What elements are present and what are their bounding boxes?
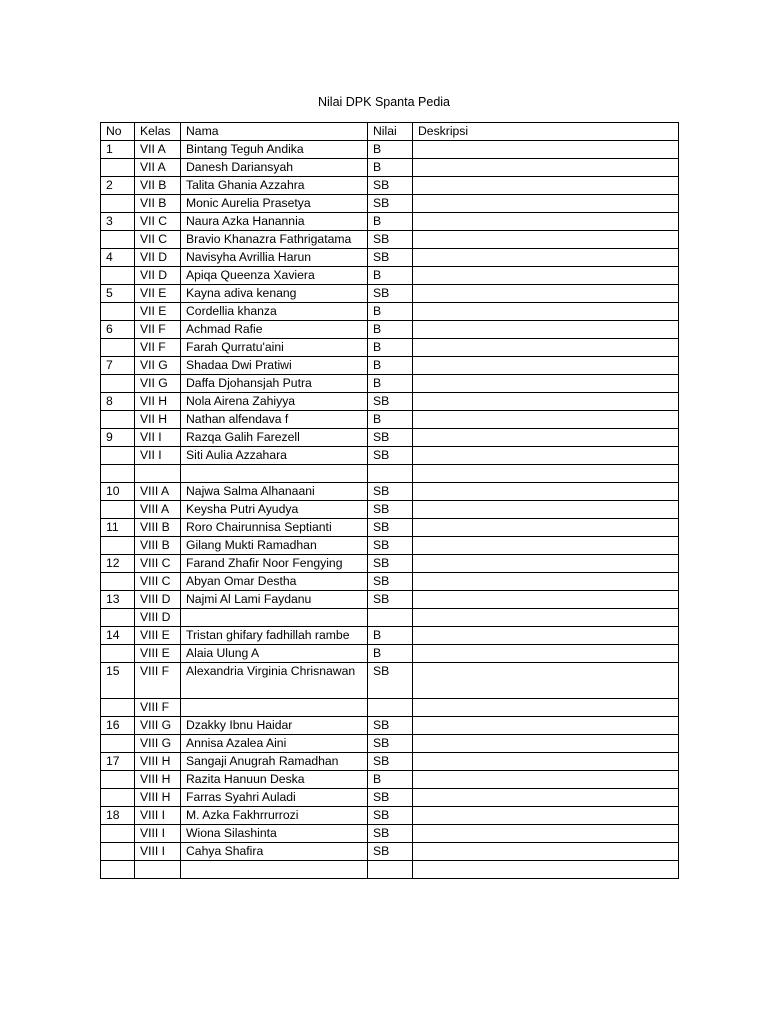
cell-nama: Annisa Azalea Aini [181,735,368,753]
table-row [101,249,679,267]
cell-nama: Cahya Shafira [181,843,368,861]
cell-no [101,267,135,285]
cell-nama: Roro Chairunnisa Septianti [181,519,368,537]
cell-deskripsi [413,447,679,465]
cell-kelas: VII B [135,195,181,213]
table-row [101,555,679,573]
cell-kelas: VII C [135,213,181,231]
header-kelas: Kelas [135,123,181,141]
cell-kelas: VII H [135,393,181,411]
cell-no [101,537,135,555]
cell-deskripsi [413,213,679,231]
table-row [101,771,679,789]
table-row [101,285,679,303]
cell-nama: Talita Ghania Azzahra [181,177,368,195]
cell-nama: Shadaa Dwi Pratiwi [181,357,368,375]
cell-deskripsi [413,519,679,537]
cell-deskripsi [413,411,679,429]
cell-nilai [368,699,413,717]
cell-nilai: B [368,321,413,339]
cell-kelas: VII E [135,285,181,303]
table-row [101,231,679,249]
cell-no [101,465,135,483]
cell-nama: Naura Azka Hanannia [181,213,368,231]
cell-no: 17 [101,753,135,771]
cell-kelas: VII G [135,357,181,375]
cell-kelas [135,861,181,879]
table-row [101,321,679,339]
cell-kelas: VII A [135,159,181,177]
cell-no [101,789,135,807]
cell-deskripsi [413,609,679,627]
cell-deskripsi [413,573,679,591]
cell-nama: Farras Syahri Auladi [181,789,368,807]
table-row [101,807,679,825]
cell-deskripsi [413,861,679,879]
cell-kelas: VII H [135,411,181,429]
cell-nilai: B [368,213,413,231]
cell-no: 4 [101,249,135,267]
table-row [101,213,679,231]
cell-nama: Razita Hanuun Deska [181,771,368,789]
cell-nama: Nathan alfendava f [181,411,368,429]
cell-no [101,159,135,177]
cell-no [101,573,135,591]
cell-nama: Razqa Galih Farezell [181,429,368,447]
cell-no [101,771,135,789]
cell-nilai: B [368,303,413,321]
cell-deskripsi [413,231,679,249]
cell-nama: Keysha Putri Ayudya [181,501,368,519]
cell-deskripsi [413,357,679,375]
cell-kelas: VII G [135,375,181,393]
cell-nama: Tristan ghifary fadhillah rambe [181,627,368,645]
cell-kelas: VIII E [135,645,181,663]
cell-nilai: SB [368,177,413,195]
header-no: No [101,123,135,141]
cell-nilai: B [368,357,413,375]
cell-deskripsi [413,555,679,573]
cell-nama: Najmi Al Lami Faydanu [181,591,368,609]
cell-nilai: SB [368,393,413,411]
cell-deskripsi [413,141,679,159]
cell-nama: Alaia Ulung A [181,645,368,663]
cell-no: 10 [101,483,135,501]
cell-deskripsi [413,537,679,555]
cell-nilai: B [368,627,413,645]
table-row [101,159,679,177]
cell-deskripsi [413,591,679,609]
cell-deskripsi [413,501,679,519]
cell-nama [181,861,368,879]
table-row [101,753,679,771]
table-row [101,357,679,375]
cell-deskripsi [413,339,679,357]
cell-nama: Wiona Silashinta [181,825,368,843]
cell-no: 14 [101,627,135,645]
cell-kelas: VII I [135,447,181,465]
cell-nilai: B [368,141,413,159]
cell-no: 18 [101,807,135,825]
cell-no [101,609,135,627]
header-deskripsi: Deskripsi [413,123,679,141]
cell-kelas: VIII D [135,609,181,627]
table-row [101,699,679,717]
cell-deskripsi [413,159,679,177]
cell-no [101,825,135,843]
cell-nilai: B [368,159,413,177]
cell-no: 16 [101,717,135,735]
header-nama: Nama [181,123,368,141]
cell-no [101,645,135,663]
cell-deskripsi [413,429,679,447]
cell-kelas: VII F [135,321,181,339]
cell-nama: Najwa Salma Alhanaani [181,483,368,501]
table-row [101,393,679,411]
cell-nilai: SB [368,429,413,447]
cell-nilai [368,609,413,627]
cell-nama: Kayna adiva kenang [181,285,368,303]
cell-nama: M. Azka Fakhrrurrozi [181,807,368,825]
table-row [101,519,679,537]
cell-deskripsi [413,465,679,483]
cell-kelas: VII E [135,303,181,321]
cell-nilai: SB [368,519,413,537]
cell-nama: Siti Aulia Azzahara [181,447,368,465]
cell-no [101,339,135,357]
cell-nama: Abyan Omar Destha [181,573,368,591]
cell-kelas [135,465,181,483]
cell-no: 5 [101,285,135,303]
cell-no: 1 [101,141,135,159]
cell-no [101,447,135,465]
cell-no [101,861,135,879]
cell-deskripsi [413,285,679,303]
cell-no: 7 [101,357,135,375]
table-row [101,303,679,321]
cell-deskripsi [413,627,679,645]
cell-nama: Achmad Rafie [181,321,368,339]
cell-kelas: VIII B [135,537,181,555]
cell-deskripsi [413,771,679,789]
cell-nilai: SB [368,591,413,609]
cell-nilai: SB [368,663,413,699]
cell-deskripsi [413,483,679,501]
cell-nama: Farand Zhafir Noor Fengying [181,555,368,573]
cell-no [101,501,135,519]
cell-kelas: VIII I [135,825,181,843]
cell-no: 13 [101,591,135,609]
cell-nilai: SB [368,735,413,753]
cell-kelas: VIII F [135,663,181,699]
table-row [101,447,679,465]
cell-no: 8 [101,393,135,411]
cell-kelas: VIII H [135,789,181,807]
cell-nilai: SB [368,573,413,591]
table-row [101,195,679,213]
cell-nilai: B [368,645,413,663]
cell-nilai: SB [368,537,413,555]
cell-deskripsi [413,249,679,267]
cell-deskripsi [413,663,679,699]
cell-kelas: VIII C [135,555,181,573]
cell-nilai: SB [368,501,413,519]
cell-kelas: VIII H [135,771,181,789]
table-row [101,735,679,753]
cell-kelas: VIII E [135,627,181,645]
cell-nama: Monic Aurelia Prasetya [181,195,368,213]
grades-table [100,122,679,879]
cell-kelas: VII C [135,231,181,249]
cell-no: 9 [101,429,135,447]
cell-nama: Farah Qurratu'aini [181,339,368,357]
cell-no: 11 [101,519,135,537]
cell-no: 15 [101,663,135,699]
table-row [101,573,679,591]
cell-nama [181,465,368,483]
cell-nama: Apiqa Queenza Xaviera [181,267,368,285]
table-header-row [101,123,679,141]
cell-deskripsi [413,735,679,753]
cell-deskripsi [413,375,679,393]
table-row [101,339,679,357]
cell-nilai [368,861,413,879]
cell-nilai: SB [368,447,413,465]
cell-kelas: VIII B [135,519,181,537]
cell-deskripsi [413,267,679,285]
table-row [101,375,679,393]
cell-nama: Nola Airena Zahiyya [181,393,368,411]
cell-nilai: SB [368,195,413,213]
cell-nama [181,609,368,627]
cell-kelas: VII D [135,249,181,267]
cell-nilai: B [368,267,413,285]
table-row [101,825,679,843]
cell-deskripsi [413,195,679,213]
table-row [101,663,679,699]
cell-nama: Navisyha Avrillia Harun [181,249,368,267]
table-row [101,591,679,609]
cell-nama: Bravio Khanazra Fathrigatama [181,231,368,249]
cell-kelas: VIII A [135,483,181,501]
header-nilai: Nilai [368,123,413,141]
cell-no: 6 [101,321,135,339]
cell-deskripsi [413,321,679,339]
cell-deskripsi [413,807,679,825]
cell-deskripsi [413,177,679,195]
cell-nama: Alexandria Virginia Chrisnawan [181,663,368,699]
cell-nilai: SB [368,753,413,771]
cell-kelas: VIII A [135,501,181,519]
cell-no [101,411,135,429]
cell-no: 12 [101,555,135,573]
cell-nilai: B [368,771,413,789]
cell-nilai: SB [368,483,413,501]
cell-deskripsi [413,303,679,321]
table-row [101,411,679,429]
table-row [101,537,679,555]
cell-kelas: VIII I [135,843,181,861]
cell-deskripsi [413,825,679,843]
cell-no [101,375,135,393]
cell-nama: Daffa Djohansjah Putra [181,375,368,393]
table-row [101,177,679,195]
cell-kelas: VIII I [135,807,181,825]
table-row [101,465,679,483]
table-row [101,627,679,645]
cell-nilai: SB [368,825,413,843]
cell-kelas: VIII G [135,735,181,753]
cell-nilai [368,465,413,483]
cell-deskripsi [413,843,679,861]
cell-nilai: SB [368,807,413,825]
cell-nama: Cordellia khanza [181,303,368,321]
cell-nilai: SB [368,843,413,861]
cell-kelas: VIII C [135,573,181,591]
cell-deskripsi [413,753,679,771]
cell-nilai: SB [368,231,413,249]
table-row [101,861,679,879]
cell-nilai: SB [368,789,413,807]
cell-nilai: B [368,375,413,393]
table-row [101,717,679,735]
cell-nama: Bintang Teguh Andika [181,141,368,159]
cell-nama: Dzakky Ibnu Haidar [181,717,368,735]
cell-kelas: VIII F [135,699,181,717]
cell-kelas: VII I [135,429,181,447]
page-title: Nilai DPK Spanta Pedia [317,95,451,109]
table-row [101,141,679,159]
cell-nilai: SB [368,285,413,303]
cell-no [101,735,135,753]
cell-nilai: B [368,411,413,429]
cell-nama: Sangaji Anugrah Ramadhan [181,753,368,771]
cell-deskripsi [413,789,679,807]
cell-nilai: SB [368,249,413,267]
cell-kelas: VII F [135,339,181,357]
table-row [101,843,679,861]
cell-no [101,231,135,249]
table-row [101,501,679,519]
cell-no: 3 [101,213,135,231]
cell-nilai: SB [368,717,413,735]
table-row [101,483,679,501]
table-row [101,789,679,807]
table-row [101,609,679,627]
cell-kelas: VIII G [135,717,181,735]
cell-deskripsi [413,699,679,717]
cell-no [101,303,135,321]
table-row [101,429,679,447]
cell-kelas: VII A [135,141,181,159]
grades-table-body [101,123,679,879]
cell-nilai: B [368,339,413,357]
cell-no [101,843,135,861]
table-row [101,267,679,285]
cell-no [101,699,135,717]
cell-deskripsi [413,645,679,663]
cell-deskripsi [413,393,679,411]
cell-deskripsi [413,717,679,735]
cell-kelas: VII B [135,177,181,195]
cell-nama: Danesh Dariansyah [181,159,368,177]
cell-nama [181,699,368,717]
cell-nilai: SB [368,555,413,573]
cell-nama: Gilang Mukti Ramadhan [181,537,368,555]
cell-kelas: VIII D [135,591,181,609]
cell-kelas: VII D [135,267,181,285]
cell-kelas: VIII H [135,753,181,771]
table-row [101,645,679,663]
cell-no [101,195,135,213]
cell-no: 2 [101,177,135,195]
